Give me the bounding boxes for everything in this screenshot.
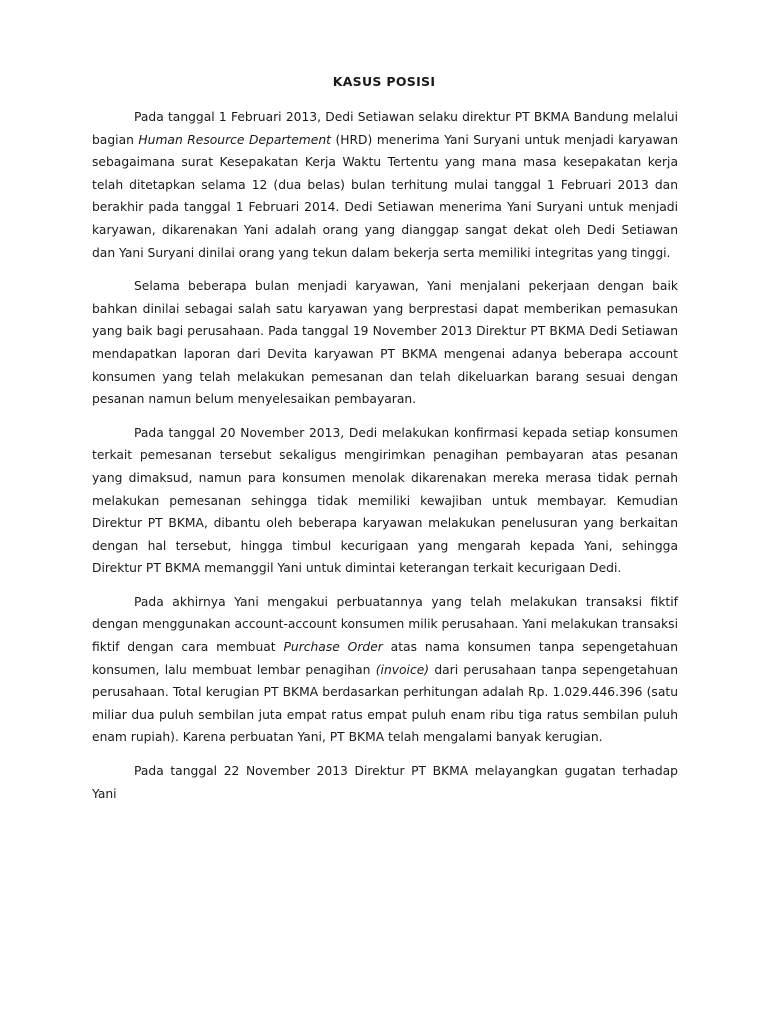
paragraph-text: Pada tanggal 20 November 2013, Dedi melakukan konfirmasi kepada setiap konsumen terkait pemesanan tersebut sekaligus mengirimkan penagihan pembayaran atas pesanan yang dimaksud, namun para konsumen menolak dikarenakan mereka merasa tidak pernah melakukan pemesanan sehingga tidak memiliki kewajiban untuk membayar. Kemudian Direktur PT BKMA, dibantu oleh beberapa karyawan melakukan penelusuran yang berkaitan dengan hal tersebut, hingga timbul kecurigaan yang mengarah kepada Yani, sehingga Direktur PT BKMA memanggil Yani untuk dimintai keterangan terkait kecurigaan Dedi. xyxy=(92,425,678,576)
paragraph-4 xyxy=(92,591,678,749)
paragraph-2 xyxy=(92,275,678,411)
paragraph-5 xyxy=(92,760,678,805)
paragraph-text: Pada tanggal 22 November 2013 Direktur PT BKMA melayangkan gugatan terhadap Yani xyxy=(92,764,678,801)
paragraph-3 xyxy=(92,422,678,580)
italic-term: Purchase Order xyxy=(283,640,383,655)
italic-term: (invoice) xyxy=(375,662,430,677)
paragraph-text: Pada tanggal 1 Februari 2013, Dedi Setiawan selaku direktur PT BKMA Bandung melalui bagian xyxy=(92,110,678,147)
paragraph-text: Pada akhirnya Yani mengakui perbuatannya yang telah melakukan transaksi fiktif dengan menggunakan account-account konsumen milik perusahaan. Yani melakukan transaksi fiktif dengan cara membuat xyxy=(92,594,678,655)
document-body xyxy=(92,106,678,816)
paragraph-text: atas nama konsumen tanpa sepengetahuan konsumen, lalu membuat lembar penagihan xyxy=(92,640,678,677)
paragraph-1 xyxy=(92,106,678,264)
paragraph-text: Selama beberapa bulan menjadi karyawan, Yani menjalani pekerjaan dengan baik bahkan dinilai sebagai salah satu karyawan yang berprestasi dapat memberikan pemasukan yang baik bagi perusahaan. Pada tanggal 19 November 2013 Direktur PT BKMA Dedi Setiawan mendapatkan laporan dari Devita karyawan PT BKMA mengenai adanya beberapa account konsumen yang telah melakukan pemesanan dan telah dikeluarkan barang sesuai dengan pesanan namun belum menyelesaikan pembayaran. xyxy=(92,279,678,407)
paragraph-text: dari perusahaan tanpa sepengetahuan perusahaan. Total kerugian PT BKMA berdasarkan perhitungan adalah Rp. 1.029.446.396 (satu miliar dua puluh sembilan juta empat ratus empat puluh enam ribu tiga ratus sembilan puluh enam rupiah). Karena perbuatan Yani, PT BKMA telah mengalami banyak kerugian. xyxy=(92,662,678,745)
paragraph-text: (HRD) menerima Yani Suryani untuk menjadi karyawan sebagaimana surat Kesepakatan Kerja Waktu Tertentu yang mana masa kesepakatan kerja telah ditetapkan selama 12 (dua belas) bulan terhitung mulai tanggal 1 Februari 2013 dan berakhir pada tanggal 1 Februari 2014. Dedi Setiawan menerima Yani Suryani untuk menjadi karyawan, dikarenakan Yani adalah orang yang dianggap sangat dekat oleh Dedi Setiawan dan Yani Suryani dinilai orang yang tekun dalam bekerja serta memiliki integritas yang tinggi. xyxy=(92,132,678,260)
document-title: KASUS POSISI xyxy=(332,74,436,89)
italic-term: Human Resource Departement xyxy=(138,132,331,147)
